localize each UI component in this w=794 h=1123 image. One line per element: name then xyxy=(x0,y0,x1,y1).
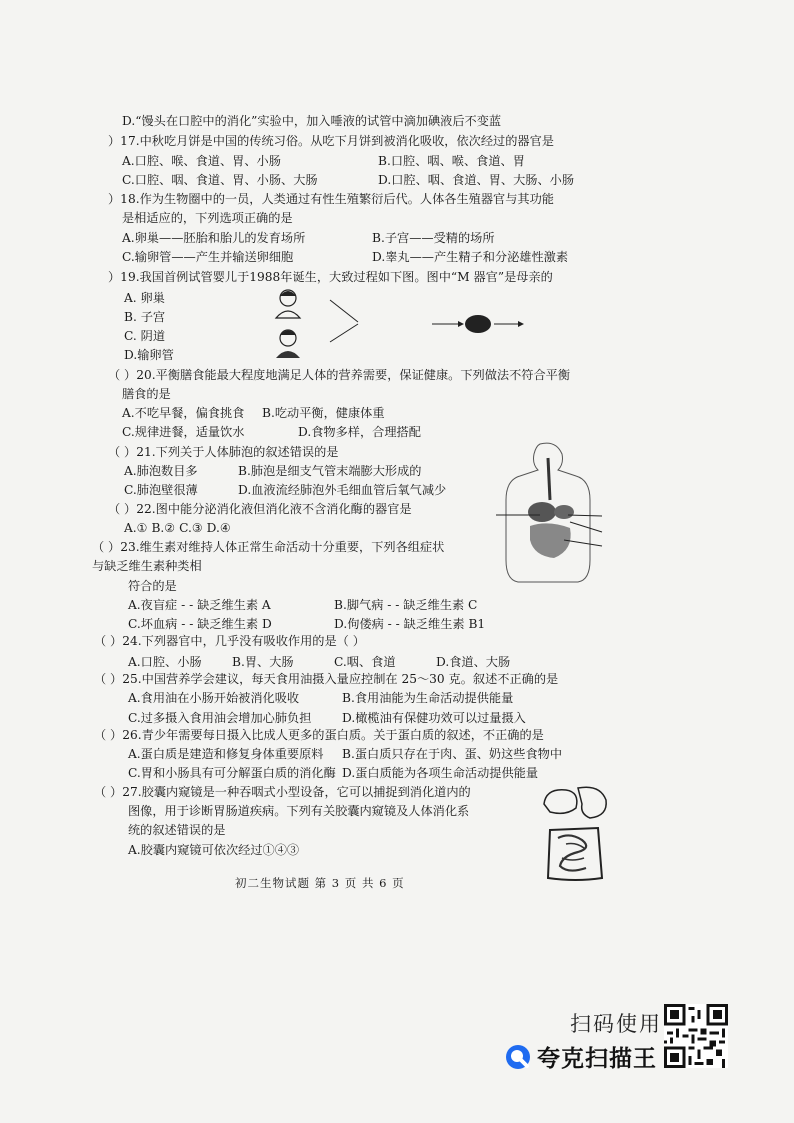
q20-option-d: D.食物多样，合理搭配 xyxy=(298,425,421,439)
quark-logo-icon xyxy=(505,1044,531,1070)
q17-option-a: A.口腔、喉、食道、胃、小肠 xyxy=(122,154,281,168)
q26-option-d: D.蛋白质能为各项生命活动提供能量 xyxy=(342,766,539,780)
q20-option-b: B.吃动平衡，健康体重 xyxy=(262,406,385,420)
q19-stem: ）19.我国首例试管婴儿于1988年诞生，大致过程如下图。图中“M 器官”是母亲的 xyxy=(108,270,553,284)
q20-option-c: C.规律进餐，适量饮水 xyxy=(122,425,245,439)
scanner-name: 夸克扫描王 xyxy=(537,1046,657,1072)
q26-stem: （ ）26.青少年需要每日摄入比成人更多的蛋白质。关于蛋白质的叙述，不正确的是 xyxy=(94,728,544,742)
q21-option-c: C.肺泡壁很薄 xyxy=(124,483,198,497)
digestive-system-diagram xyxy=(478,440,628,585)
intestine-icon xyxy=(530,523,571,558)
q21-option-b: B.肺泡是细支气管末端膨大形成的 xyxy=(238,464,422,478)
q26-option-b: B.蛋白质只存在于肉、蛋、奶这些食物中 xyxy=(342,747,563,761)
q21-option-d: D.血液流经肺泡外毛细血管后氧气减少 xyxy=(238,483,447,497)
q21-option-a: A.肺泡数目多 xyxy=(124,464,198,478)
q19-option-c: C. 阴道 xyxy=(124,329,166,343)
q19-option-d: D.输卵管 xyxy=(124,348,174,362)
q24-option-c: C.咽、食道 xyxy=(334,655,396,669)
mother-figure xyxy=(276,290,300,318)
q20-stem-1: （ ）20.平衡膳食能最大程度地满足人体的营养需要，保证健康。下列做法不符合平衡 xyxy=(108,368,571,382)
q23-option-c: C.坏血病 - - 缺乏维生素 D xyxy=(128,617,272,631)
page-footer: 初二生物试题 第 3 页 共 6 页 xyxy=(235,876,405,890)
q18-option-d: D.睾丸——产生精子和分泌雄性激素 xyxy=(372,250,569,264)
q17-stem: ）17.中秋吃月饼是中国的传统习俗。从吃下月饼到被消化吸收，依次经过的器官是 xyxy=(108,134,554,148)
q25-option-a: A.食用油在小肠开始被消化吸收 xyxy=(128,691,300,705)
q16-option-d: D.“馒头在口腔中的消化”实验中，加入唾液的试管中滴加碘液后不变蓝 xyxy=(122,114,502,128)
q24-option-a: A.口腔、小肠 xyxy=(128,655,202,669)
q24-option-b: B.胃、大肠 xyxy=(232,655,294,669)
q19-option-a: A. 卵巢 xyxy=(124,291,165,305)
q27-option-a: A.胶囊内窥镜可依次经过①④③ xyxy=(128,843,300,857)
stomach-icon xyxy=(554,505,574,519)
q24-option-d: D.食道、大肠 xyxy=(436,655,511,669)
q20-option-a: A.不吃早餐，偏食挑食 xyxy=(122,406,245,420)
q18-stem-2: 是相适应的，下列选项正确的是 xyxy=(122,211,293,225)
scanner-brand xyxy=(505,1040,657,1073)
q17-option-b: B.口腔、咽、喉、食道、胃 xyxy=(378,154,525,168)
q22-options: A.① B.② C.③ D.④ xyxy=(124,521,231,535)
q23-option-b: B.脚气病 - - 缺乏维生素 C xyxy=(334,598,478,612)
q19-option-b: B. 子宫 xyxy=(124,310,166,324)
father-figure xyxy=(276,330,300,358)
q25-stem: （ ）25.中国营养学会建议，每天食用油摄入量应控制在 25～30 克。叙述不正确的是 xyxy=(94,672,559,686)
q23-stem-3: 符合的是 xyxy=(128,579,177,593)
q26-option-c: C.胃和小肠具有可分解蛋白质的消化酶 xyxy=(128,766,336,780)
q18-option-b: B.子宫——受精的场所 xyxy=(372,231,495,245)
q25-option-c: C.过多摄入食用油会增加心肺负担 xyxy=(128,711,312,725)
q27-stem-1: （ ）27.胶囊内窥镜是一种吞咽式小型设备，它可以捕捉到消化道内的 xyxy=(94,785,471,799)
uterus-icon xyxy=(465,315,491,333)
q18-option-c: C.输卵管——产生并输送卵细胞 xyxy=(122,250,294,264)
liver-outline xyxy=(544,790,577,814)
q22-stem: （ ）22.图中能分泌消化液但消化液不含消化酶的器官是 xyxy=(108,502,412,516)
q27-stem-2: 图像，用于诊断胃肠道疾病。下列有关胶囊内窥镜及人体消化系 xyxy=(128,804,470,818)
qr-code[interactable] xyxy=(664,1004,728,1068)
ivf-process-diagram xyxy=(270,284,560,362)
q17-option-d: D.口腔、咽、食道、胃、大肠、小肠 xyxy=(378,173,575,187)
q23-stem-2: 与缺乏维生素种类相 xyxy=(92,559,202,573)
small-intestine-outline xyxy=(558,835,586,870)
q23-stem-1: （ ）23.维生素对维持人体正常生命活动十分重要，下列各组症状 xyxy=(92,540,445,554)
q21-stem: （ ）21.下列关于人体肺泡的叙述错误的是 xyxy=(108,445,339,459)
q25-option-b: B.食用油能为生命活动提供能量 xyxy=(342,691,514,705)
q23-option-d: D.佝偻病 - - 缺乏维生素 B1 xyxy=(334,617,486,631)
q25-option-d: D.橄榄油有保健功效可以过量摄入 xyxy=(342,711,526,725)
scan-to-use-label: 扫码使用 xyxy=(570,1012,662,1036)
q17-option-c: C.口腔、咽、食道、胃、小肠、大肠 xyxy=(122,173,318,187)
liver-icon xyxy=(528,502,556,522)
q18-option-a: A.卵巢——胚胎和胎儿的发育场所 xyxy=(122,231,306,245)
stomach-outline xyxy=(578,787,606,818)
q26-option-a: A.蛋白质是建造和修复身体重要原料 xyxy=(128,747,324,761)
q18-stem-1: ）18.作为生物圈中的一员，人类通过有性生殖繁衍后代。人体各生殖器官与其功能 xyxy=(108,192,554,206)
q27-stem-3: 统的叙述错误的是 xyxy=(128,823,226,837)
q20-stem-2: 膳食的是 xyxy=(122,387,171,401)
q24-stem: （ ）24.下列器官中，几乎没有吸收作用的是（ ） xyxy=(94,634,365,648)
digestive-tract-diagram xyxy=(536,782,618,888)
q23-option-a: A.夜盲症 - - 缺乏维生素 A xyxy=(128,598,271,612)
